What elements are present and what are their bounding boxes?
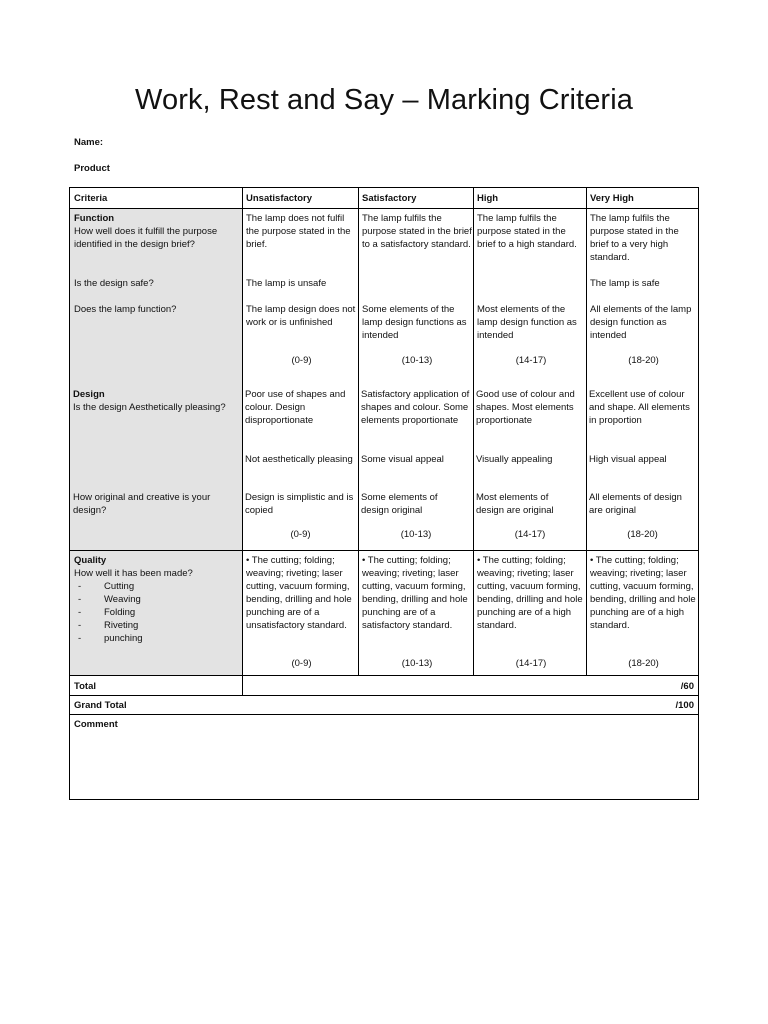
list-bullet: - xyxy=(78,607,82,618)
header-satisfactory: Satisfactory xyxy=(362,193,417,204)
design-original-text: Most elements of design are original xyxy=(476,492,554,516)
list-bullet: - xyxy=(78,620,82,631)
function-purpose-text: The lamp does not fulfil the purpose stated in the brief. xyxy=(246,213,351,250)
function-works-text: All elements of the lamp design function as intended xyxy=(590,304,692,341)
quality-score-range: (14-17) xyxy=(515,658,547,669)
function-purpose-text: The lamp fulfils the purpose stated in the brief to a very high standard. xyxy=(590,213,679,263)
function-score-range: (0-9) xyxy=(291,355,312,366)
grand-total-value: /100 xyxy=(675,700,694,711)
design-shapes-text: Good use of colour and shapes. Most elements proportionate xyxy=(476,389,575,426)
process-riveting: Riveting xyxy=(104,620,139,631)
header-criteria: Criteria xyxy=(74,193,108,204)
function-works-text: Most elements of the lamp design function as intended xyxy=(477,304,577,341)
quality-level-text: • The cutting; folding; weaving; riveting; laser cutting, vacuum forming, bending, drilling and hole punching are of a satisfactory standard. xyxy=(362,555,468,631)
list-bullet: - xyxy=(78,594,82,605)
quality-process-list xyxy=(72,580,143,645)
design-shapes-text: Excellent use of colour and shape. All elements in proportion xyxy=(589,389,690,426)
function-score-range: (10-13) xyxy=(401,355,433,366)
list-bullet: - xyxy=(78,633,82,644)
quality-level-text: • The cutting; folding; weaving; riveting; laser cutting, vacuum forming, bending, drilling and hole punching are of a high standard. xyxy=(590,555,696,631)
quality-satisfactory-cell xyxy=(358,550,474,676)
quality-unsatisfactory-cell xyxy=(242,550,359,676)
function-safe-text: The lamp is safe xyxy=(590,278,660,289)
header-high: High xyxy=(477,193,499,204)
design-appeal-text: High visual appeal xyxy=(589,454,667,465)
design-question-aesthetic: Is the design Aesthetically pleasing? xyxy=(73,402,226,413)
quality-question: How well it has been made? xyxy=(74,568,193,579)
total-value: /60 xyxy=(680,681,694,692)
quality-level-text: • The cutting; folding; weaving; riveting; laser cutting, vacuum forming, bending, drilling and hole punching are of a unsatisfactory standard. xyxy=(246,555,352,631)
design-score-range: (14-17) xyxy=(514,529,546,540)
header-cell-unsatisfactory xyxy=(242,187,359,209)
process-folding: Folding xyxy=(104,607,136,618)
quality-score-range: (0-9) xyxy=(291,658,312,669)
design-shapes-text: Satisfactory application of shapes and colour. Some elements proportionate xyxy=(361,389,470,426)
header-unsatisfactory: Unsatisfactory xyxy=(246,193,312,204)
name-label: Name: xyxy=(74,137,104,148)
process-cutting: Cutting xyxy=(104,581,135,592)
total-label-cell xyxy=(69,675,243,696)
design-shapes-text: Poor use of shapes and colour. Design disproportionate xyxy=(245,389,346,426)
design-score-range: (18-20) xyxy=(627,529,658,540)
product-label: Product xyxy=(74,163,110,174)
total-value-cell xyxy=(242,675,699,696)
function-works-text: Some elements of the lamp design functions as intended xyxy=(362,304,467,341)
header-cell-criteria xyxy=(69,187,243,209)
list-item xyxy=(72,606,143,619)
comment-label: Comment xyxy=(74,719,118,730)
function-purpose-text: The lamp fulfils the purpose stated in the brief to a satisfactory standard. xyxy=(362,213,472,250)
design-score-range: (0-9) xyxy=(290,529,311,540)
grand-total-row xyxy=(69,695,699,715)
list-item xyxy=(72,632,143,645)
design-question-original: How original and creative is your design? xyxy=(73,492,211,516)
design-appeal-text: Some visual appeal xyxy=(361,454,444,465)
quality-criteria-cell xyxy=(69,550,243,676)
header-cell-high xyxy=(473,187,587,209)
design-appeal-text: Visually appealing xyxy=(476,454,553,465)
function-score-range: (18-20) xyxy=(628,355,659,366)
header-cell-very-high xyxy=(586,187,699,209)
comment-box xyxy=(69,714,699,800)
quality-very-high-cell xyxy=(586,550,699,676)
design-original-text: All elements of design are original xyxy=(589,492,682,516)
quality-score-range: (10-13) xyxy=(401,658,433,669)
function-question-works: Does the lamp function? xyxy=(74,304,177,315)
design-original-text: Design is simplistic and is copied xyxy=(245,492,354,516)
process-weaving: Weaving xyxy=(104,594,141,605)
list-bullet: - xyxy=(78,581,82,592)
list-item xyxy=(72,593,143,606)
quality-level-text: • The cutting; folding; weaving; riveting; laser cutting, vacuum forming, bending, drilling and hole punching are of a high standard. xyxy=(477,555,583,631)
function-question-safe: Is the design safe? xyxy=(74,278,154,289)
quality-heading: Quality xyxy=(74,555,107,566)
list-item xyxy=(72,580,143,593)
marking-criteria-table xyxy=(69,187,699,800)
quality-score-range: (18-20) xyxy=(628,658,659,669)
header-cell-satisfactory xyxy=(358,187,474,209)
function-safe-text: The lamp is unsafe xyxy=(246,278,327,289)
design-appeal-text: Not aesthetically pleasing xyxy=(245,454,353,465)
quality-high-cell xyxy=(473,550,587,676)
design-original-text: Some elements of design original xyxy=(361,492,438,516)
page-title: Work, Rest and Say – Marking Criteria xyxy=(135,84,633,116)
function-works-text: The lamp design does not work or is unfinished xyxy=(246,304,356,328)
function-score-range: (14-17) xyxy=(515,355,547,366)
grand-total-label: Grand Total xyxy=(74,700,127,711)
function-question-purpose: How well does it fulfill the purpose identified in the design brief? xyxy=(74,226,218,250)
function-purpose-text: The lamp fulfils the purpose stated in the brief to a high standard. xyxy=(477,213,577,250)
design-heading: Design xyxy=(73,389,105,400)
header-very-high: Very High xyxy=(590,193,634,204)
process-punching: punching xyxy=(104,633,143,644)
total-label: Total xyxy=(74,681,96,692)
function-heading: Function xyxy=(74,213,115,224)
design-score-range: (10-13) xyxy=(400,529,432,540)
list-item xyxy=(72,619,143,632)
